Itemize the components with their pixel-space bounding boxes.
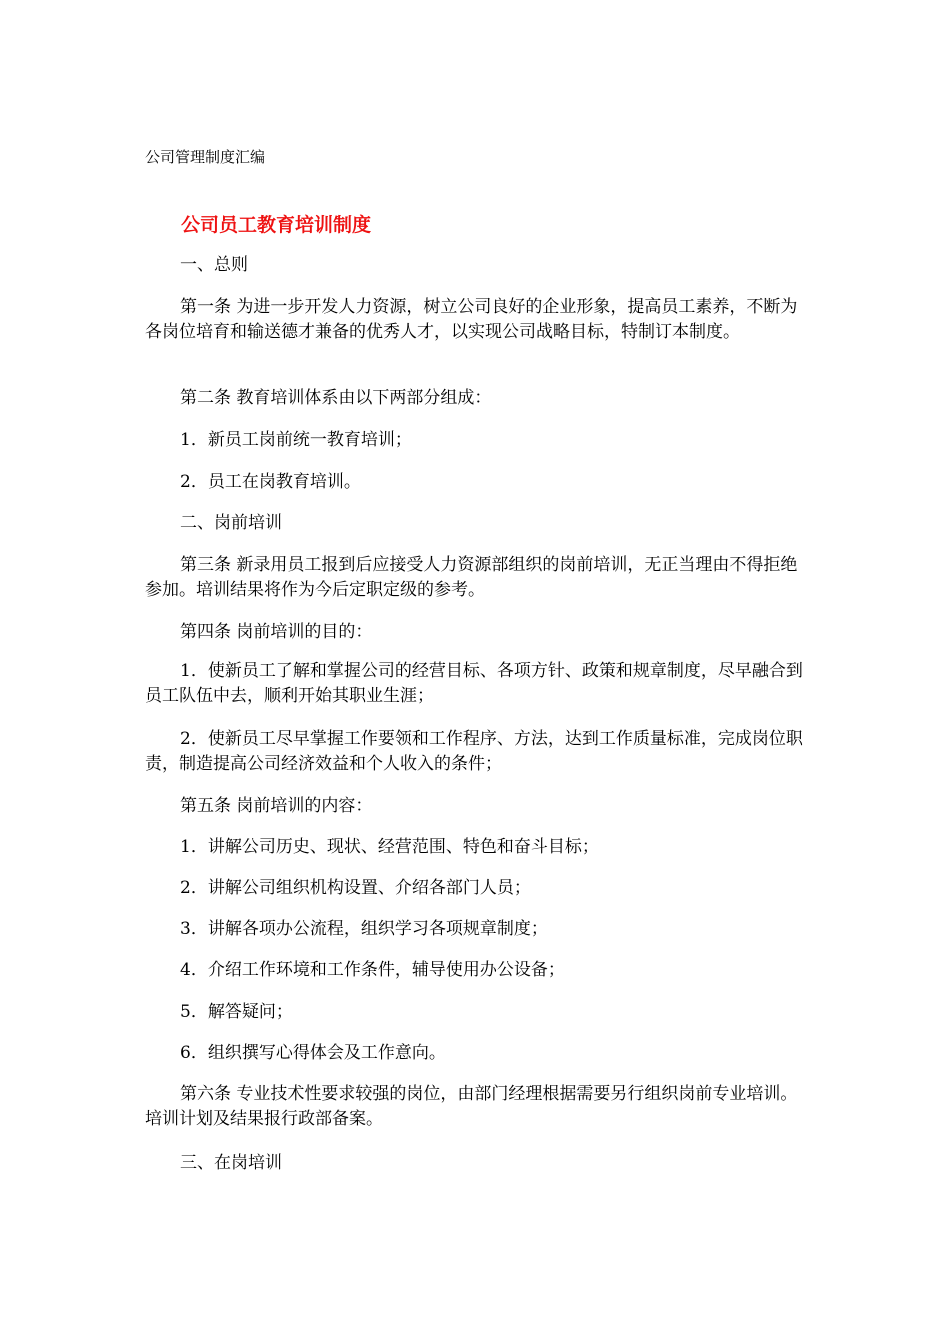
article-1: 第一条 为进一步开发人力资源，树立公司良好的企业形象，提高员工素养，不断为各岗位培育和输送德才兼备的优秀人才，以实现公司战略目标，特制订本制度。	[145, 297, 798, 342]
article-2: 第二条 教育培训体系由以下两部分组成：	[180, 388, 492, 408]
section-heading-pre-job: 二、岗前培训	[180, 513, 282, 533]
document-header: 公司管理制度汇编	[145, 148, 266, 166]
article-5: 第五条 岗前培训的内容：	[180, 796, 373, 816]
list-item-purpose-1: 1．使新员工了解和掌握公司的经营目标、各项方针、政策和规章制度，尽早融合到员工队伍中去，顺利开始其职业生涯；	[145, 661, 803, 706]
article-4: 第四条 岗前培训的目的：	[180, 622, 373, 642]
list-item-content-2: 2．讲解公司组织机构设置、介绍各部门人员；	[180, 878, 531, 898]
list-item-purpose-2: 2．使新员工尽早掌握工作要领和工作程序、方法，达到工作质量标准，完成岗位职责，制造提高公司经济效益和个人收入的条件；	[145, 729, 803, 774]
section-heading-general: 一、总则	[180, 255, 248, 275]
section-heading-on-job: 三、在岗培训	[180, 1153, 282, 1173]
list-item-content-4: 4．介绍工作环境和工作条件，辅导使用办公设备；	[180, 960, 565, 980]
list-item-content-1: 1．讲解公司历史、现状、经营范围、特色和奋斗目标；	[180, 837, 599, 857]
list-item-content-3: 3．讲解各项办公流程，组织学习各项规章制度；	[180, 919, 548, 939]
list-item-2: 2．员工在岗教育培训。	[180, 472, 361, 492]
article-3: 第三条 新录用员工报到后应接受人力资源部组织的岗前培训，无正当理由不得拒绝参加。培训结果将作为今后定职定级的参考。	[145, 555, 798, 600]
list-item-content-6: 6．组织撰写心得体会及工作意向。	[180, 1043, 446, 1063]
article-6: 第六条 专业技术性要求较强的岗位，由部门经理根据需要另行组织岗前专业培训。培训计划及结果报行政部备案。	[145, 1084, 798, 1129]
list-item-content-5: 5．解答疑问；	[180, 1002, 293, 1022]
document-title: 公司员工教育培训制度	[181, 214, 372, 236]
list-item-1: 1．新员工岗前统一教育培训；	[180, 430, 412, 450]
